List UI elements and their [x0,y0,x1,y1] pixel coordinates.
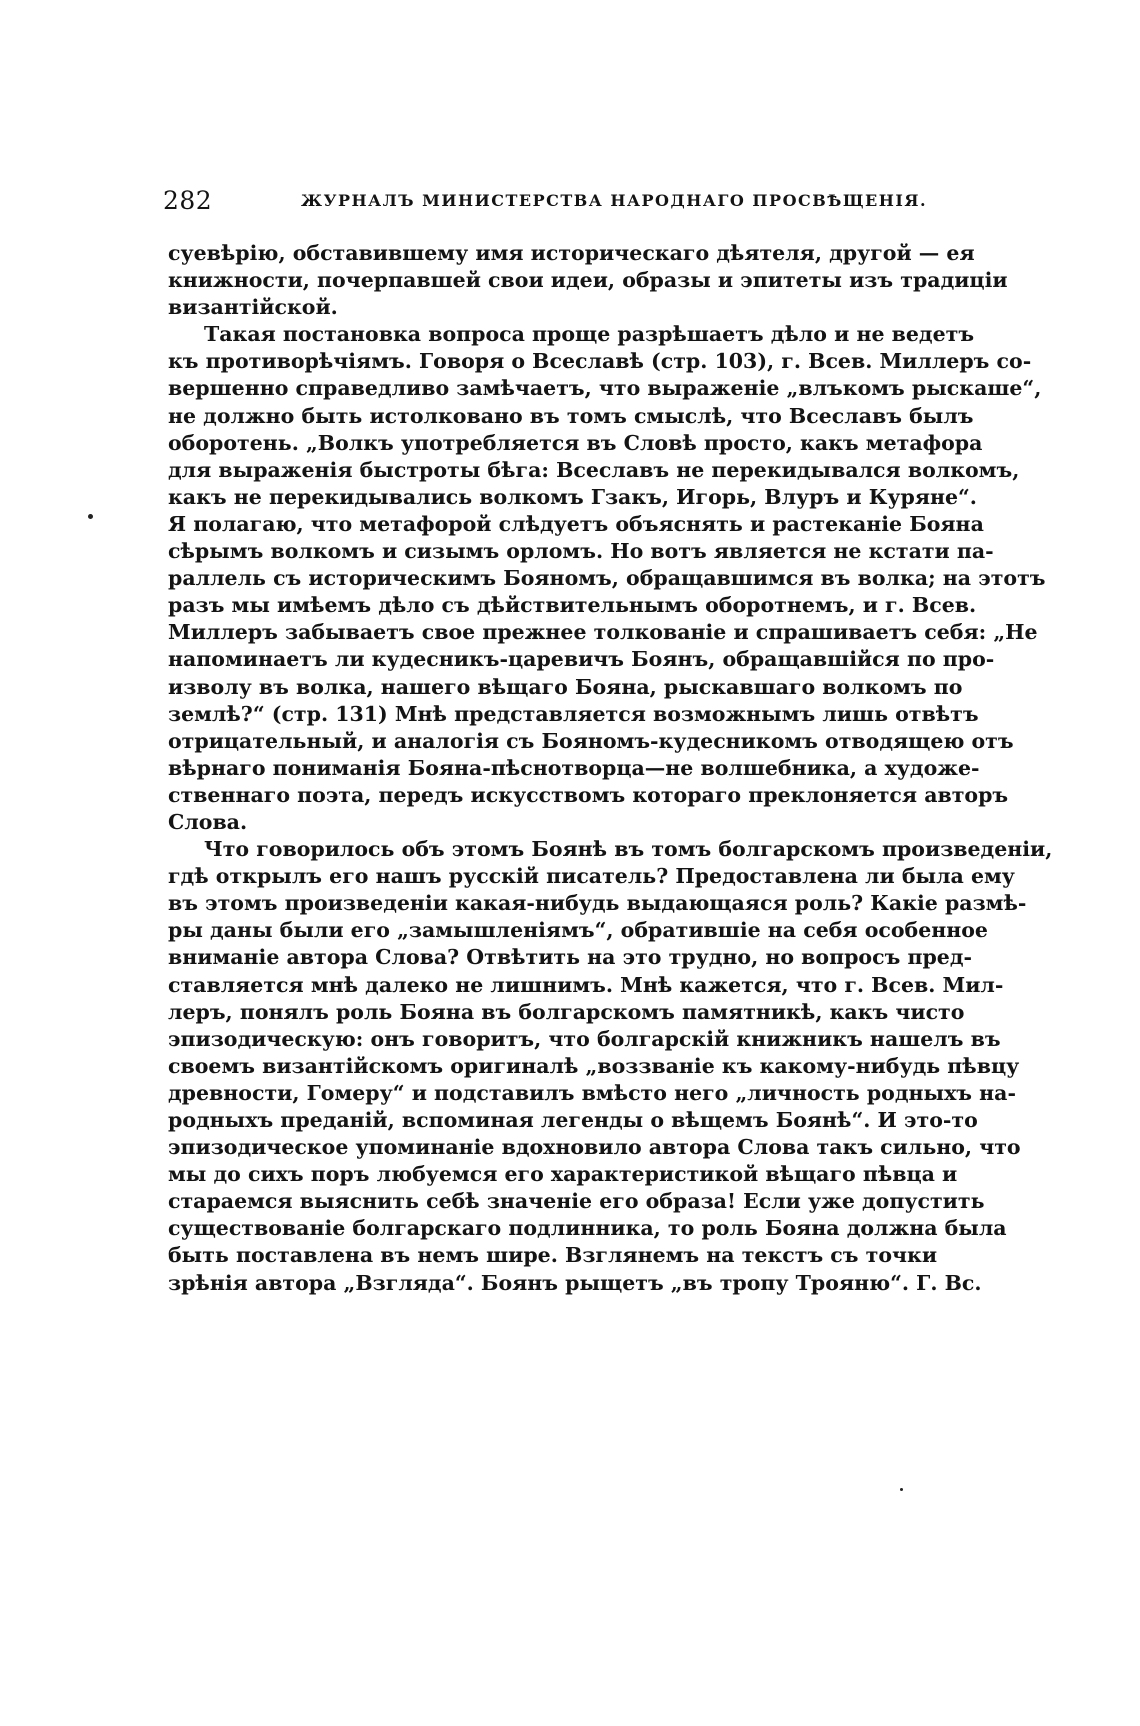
text-line: вниманіе автора Слова? Отвѣтить на это трудно, но вопросъ пред- [168,945,973,970]
text-line: какъ не перекидывались волкомъ Гзакъ, Игорь, Влуръ и Куряне“. [168,484,977,509]
text-line: для выраженія быстроты бѣга: Всеславъ не перекидывался волкомъ, [168,457,1020,482]
text-line: въ этомъ произведеніи какая-нибудь выдающаяся роль? Какіе размѣ- [168,891,1027,916]
text-line: ственнаго поэта, передъ искусствомъ котораго преклоняется авторъ [168,782,1009,807]
text-line: суевѣрію, обставившему имя историческаго дѣятеля, другой — ея [168,241,975,265]
text-line: своемъ византійскомъ оригиналѣ „воззваніе къ какому-нибудь пѣвцу [168,1053,1020,1078]
page-number: 282 [163,186,213,215]
text-line: Миллеръ забываетъ свое прежнее толкованіе и спрашиваетъ себя: „Не [168,620,1038,645]
text-line: ставляется мнѣ далеко не лишнимъ. Мнѣ кажется, что г. Всев. Мил- [168,972,1004,997]
paragraph-start-line: Такая постановка вопроса проще разрѣшаетъ дѣло и не ведетъ [204,322,975,347]
text-line: вершенно справедливо замѣчаетъ, что выраженіе „влъкомъ рыскаше“, [168,376,1042,401]
text-line: родныхъ преданій, вспоминая легенды о вѣщемъ Боянѣ“. И это-то [168,1108,978,1132]
scan-speck [900,1488,903,1491]
text-line: византійской. [168,295,338,320]
running-head: ЖУРНАЛЪ МИНИСТЕРСТВА НАРОДНАГО ПРОСВѢЩЕНІЯ. [301,191,928,210]
text-line: эпизодическую: онъ говоритъ, что болгарскій книжникъ нашелъ въ [168,1026,1001,1051]
text-line: эпизодическое упоминаніе вдохновило автора Слова такъ сильно, что [168,1135,1021,1160]
text-line: стараемся выяснить себѣ значеніе его образа! Если уже допустить [168,1189,985,1214]
text-line: отрицательный, и аналогія съ Бояномъ-кудесникомъ отводящею отъ [168,728,1014,753]
text-line: ры даны были его „замышленіямъ“, обратившіе на себя особенное [168,918,988,943]
text-line: леръ, понялъ роль Бояна въ болгарскомъ памятникѣ, какъ чисто [168,999,965,1024]
text-line: гдѣ открылъ его нашъ русскій писатель? Предоставлена ли была ему [168,864,1015,889]
text-line: Я полагаю, что метафорой слѣдуетъ объяснять и растеканіе Бояна [168,511,984,536]
body-text [168,240,1053,1297]
text-line: не должно быть истолковано въ томъ смыслѣ, что Всеславъ былъ [168,403,974,428]
text-line: сѣрымъ волкомъ и сизымъ орломъ. Но вотъ является не кстати па- [168,539,994,564]
text-line: землѣ?“ (стр. 131) Мнѣ представляется возможнымъ лишь отвѣтъ [168,701,979,726]
text-line: изволу въ волка, нашего вѣщаго Бояна, рыскавшаго волкомъ по [168,674,963,699]
text-line: быть поставлена въ немъ шире. Взглянемъ на текстъ съ точки [168,1243,938,1268]
text-line: древности, Гомеру“ и подставилъ вмѣсто него „личность родныхъ на- [168,1080,1016,1105]
text-line: вѣрнаго пониманія Бояна-пѣснотворца—не волшебника, а художе- [168,755,980,780]
scan-speck [88,514,93,519]
text-line: мы до сихъ поръ любуемся его характеристикой вѣщаго пѣвца и [168,1162,958,1187]
text-line: раллель съ историческимъ Бояномъ, обращавшимся въ волка; на этотъ [168,566,1046,591]
text-line: зрѣнія автора „Взгляда“. Боянъ рыщетъ „въ тропу Трояню“. Г. Вс. [168,1270,982,1295]
text-line: разъ мы имѣемъ дѣло съ дѣйствительнымъ оборотнемъ, и г. Всев. [168,593,977,618]
text-line: напоминаетъ ли кудесникъ-царевичъ Боянъ, обращавшійся по про- [168,647,995,672]
text-line: оборотень. „Волкъ употребляется въ Словѣ просто, какъ метафора [168,430,983,455]
text-line: существованіе болгарскаго подлинника, то роль Бояна должна была [168,1216,1007,1241]
paragraph-start-line: Что говорилось объ этомъ Боянѣ въ томъ болгарскомъ произведеніи, [204,837,1053,862]
text-line: Слова. [168,809,248,834]
text-line: книжности, почерпавшей свои идеи, образы и эпитеты изъ традиціи [168,268,1008,293]
page-header [163,185,928,217]
text-line: къ противорѣчіямъ. Говоря о Всеславѣ (стр. 103), г. Всев. Миллеръ со- [168,349,1032,374]
